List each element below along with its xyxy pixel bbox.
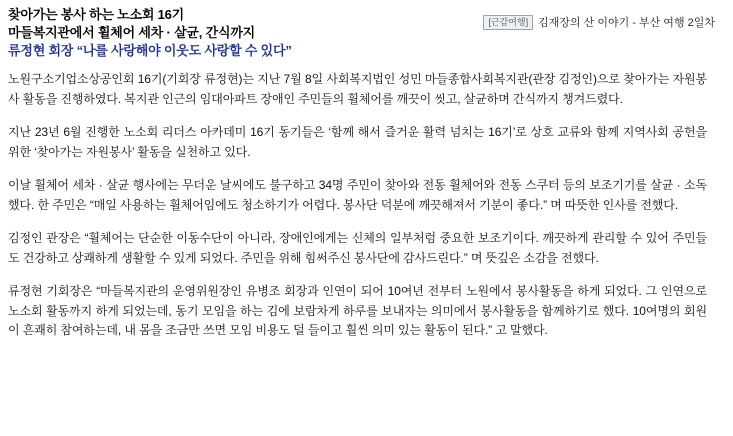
page-quote-title: 류정현 회장 “나를 사랑해야 이웃도 사랑할 수 있다” — [8, 43, 292, 58]
article-header — [6, 6, 723, 60]
byline — [483, 14, 715, 30]
article-paragraph: 류정현 기회장은 “마들복지관의 운영위원장인 유병조 회장과 인연이 되어 10여년 전부터 노원에서 봉사활동을 하게 되었다. 그 인연으로 노소회 활동까지 하게 되었는데, 동기 모임을 하는 김에 보람차게 하루를 보내자는 의미에서 봉사활동을 함께하기로 했다. 10여명의 회원이 흔쾌히 참여하는데, 내 몸을 조금만 쓰면 모임 비용도 덜 들이고 훨씬 의미 있는 활동이 된다.” 고 말했다. — [8, 284, 707, 337]
article-body — [6, 70, 723, 341]
page-title: 찾아가는 봉사 하는 노소회 16기 — [8, 7, 185, 22]
article-paragraph: 김정인 관장은 “휠체어는 단순한 이동수단이 아니라, 장애인에게는 신체의 일부처럼 중요한 보조기이다. 깨끗하게 관리할 수 있어 주민들도 건강하고 상쾌하게 생활할 수 있게 되었다. 주민을 위해 힘써주신 봉사단에 감사드린다.” 며 뜻깊은 소감을 전했다. — [8, 231, 707, 265]
article-paragraph: 이날 휠체어 세차 · 살균 행사에는 무더운 날씨에도 불구하고 34명 주민이 찾아와 전동 휠체어와 전동 스쿠터 등의 보조기기를 살균 · 소독했다. 한 주민은 “매일 사용하는 휠체어임에도 청소하기가 어렵다. 봉사단 덕분에 깨끗해져서 기분이 좋다.” 며 따뜻한 인사를 전했다. — [8, 178, 707, 212]
brand-badge: [근감여행] — [483, 15, 533, 30]
article-paragraph: 노원구소기업소상공인회 16기(기회장 류정현)는 지난 7월 8일 사회복지법인 성민 마들종합사회복지관(관장 김정인)으로 찾아가는 자원봉사 활동을 진행하였다. 복지관 인근의 임대아파트 장애인 주민들의 휠체어를 깨끗이 씻고, 살균하며 간식까지 챙겨드렸다. — [8, 72, 707, 106]
article-paragraph: 지난 23년 6월 진행한 노소회 리더스 아카데미 16기 동기들은 ‘함께 해서 즐거운 활력 넘치는 16기’로 상호 교류와 함께 지역사회 공헌을 위한 ‘찾아가는 자원봉사’ 활동을 실천하고 있다. — [8, 125, 707, 159]
byline-reporter: 김재장의 산 이야기 - 부산 여행 2일차 — [538, 17, 715, 29]
page-subtitle: 마들복지관에서 휠체어 세차 · 살균, 간식까지 — [8, 25, 256, 40]
